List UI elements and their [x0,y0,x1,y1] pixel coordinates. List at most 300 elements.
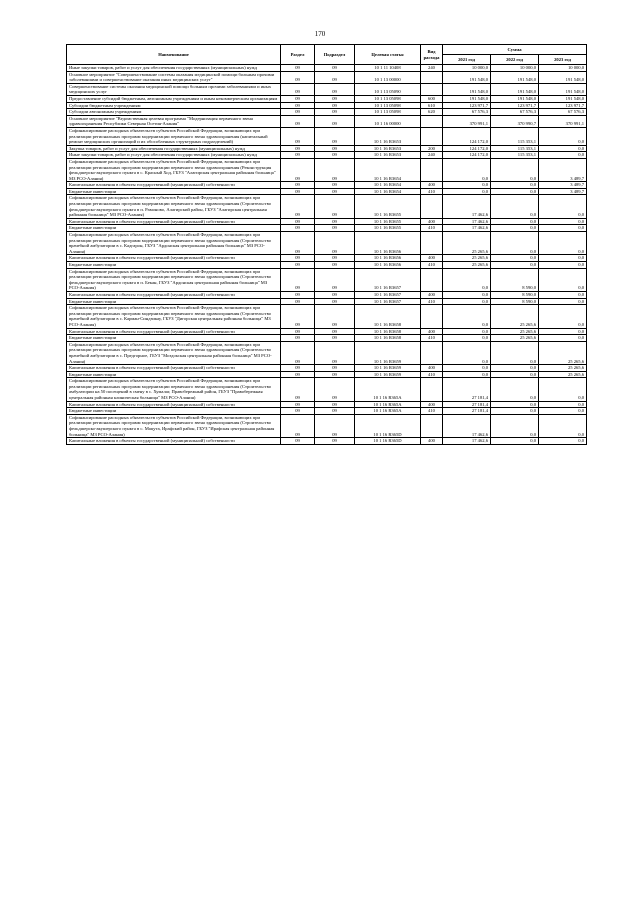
cell-2021: 191 548,0 [443,83,491,95]
cell-2021: 25 265,6 [443,255,491,262]
cell-target: 10 1 13 05098 [355,102,421,109]
cell-vid: 410 [421,262,443,269]
cell-2023: 3 489,7 [539,182,587,189]
cell-2023: 0,0 [539,262,587,269]
cell-name: Бюджетные инвестиции [67,188,281,195]
cell-podrazdel: 09 [315,102,355,109]
cell-vid: 410 [421,408,443,415]
cell-vid: 200 [421,145,443,152]
table-row [67,298,587,305]
cell-razdel: 09 [281,232,315,255]
cell-razdel: 09 [281,95,315,102]
cell-2023: 3 489,7 [539,188,587,195]
cell-target: 10 1 16 R365A [355,408,421,415]
cell-2022: 0,0 [491,365,539,372]
cell-name: Капитальные вложения в объекты государственной (муниципальной) собственности [67,365,281,372]
cell-2022: 0,0 [491,255,539,262]
cell-target: 10 1 16 R3658 [355,328,421,335]
cell-name: Закупка товаров, работ и услуг для обеспечения государственных (муниципальных) нужд [67,145,281,152]
cell-2023: 25 265,6 [539,371,587,378]
cell-2022: 0,0 [491,341,539,364]
table-row [67,145,587,152]
cell-2023: 0,0 [539,438,587,445]
cell-2023: 0,0 [539,127,587,145]
cell-2022: 0,0 [491,378,539,401]
cell-2023: 123 971,7 [539,102,587,109]
cell-razdel: 09 [281,65,315,72]
cell-2022: 25 265,6 [491,335,539,342]
header-podrazdel: Подраздел [315,45,355,65]
cell-vid: 610 [421,102,443,109]
cell-podrazdel: 09 [315,225,355,232]
cell-2021: 191 548,0 [443,95,491,102]
cell-name: Основное мероприятие "Совершенствование системы оказания медицинской помощи больным прочими заболеваниями и совершенствование оказания иных медицинских услуг" [67,71,281,83]
cell-target: 10 1 16 R365З [355,127,421,145]
cell-razdel: 09 [281,225,315,232]
cell-podrazdel: 09 [315,158,355,181]
cell-2023: 25 265,6 [539,341,587,364]
cell-podrazdel: 09 [315,305,355,328]
table-row [67,401,587,408]
cell-2023: 0,0 [539,414,587,437]
cell-2022: 0,0 [491,158,539,181]
table-row [67,71,587,83]
cell-razdel: 09 [281,305,315,328]
cell-razdel: 09 [281,83,315,95]
cell-2022: 10 000,0 [491,65,539,72]
cell-2022: 8 590,0 [491,268,539,291]
table-row [67,115,587,127]
table-row [67,305,587,328]
cell-2023: 10 000,0 [539,65,587,72]
cell-2022: 0,0 [491,232,539,255]
cell-name: Бюджетные инвестиции [67,335,281,342]
cell-name: Софинансирование расходных обязательств субъектов Российской Федерации, возникающих при реализации региональных программ модернизации первичного звена здравоохранения (Строительство фельдшерско-акушерского пункта в с. Мацута, Ирафский район, ГБУЗ "Ирафская центральная районная больница" МЗ РСО-Алания) [67,414,281,437]
cell-2021: 27 181,4 [443,378,491,401]
cell-razdel: 09 [281,145,315,152]
cell-razdel: 09 [281,188,315,195]
cell-target: 10 1 11 10408 [355,65,421,72]
cell-podrazdel: 09 [315,365,355,372]
cell-razdel: 09 [281,414,315,437]
header-year-2021: 2021 год [443,55,491,65]
cell-target: 10 1 13 05098 [355,95,421,102]
cell-target: 10 1 16 R365D [355,438,421,445]
table-row [67,408,587,415]
cell-target: 10 1 16 R3659 [355,341,421,364]
cell-2021: 17 462,6 [443,195,491,218]
cell-target: 10 1 16 R365D [355,414,421,437]
cell-2021: 0,0 [443,188,491,195]
cell-vid: 410 [421,298,443,305]
cell-2021: 191 548,0 [443,71,491,83]
cell-target: 10 1 16 R3658 [355,305,421,328]
cell-vid: 620 [421,109,443,116]
cell-2023: 0,0 [539,232,587,255]
cell-target: 10 1 16 R3654 [355,158,421,181]
cell-podrazdel: 09 [315,291,355,298]
cell-name: Капитальные вложения в объекты государственной (муниципальной) собственности [67,182,281,189]
table-row [67,328,587,335]
cell-2023: 0,0 [539,145,587,152]
cell-target: 10 1 16 R3657 [355,268,421,291]
cell-podrazdel: 09 [315,378,355,401]
cell-2022: 191 548,0 [491,83,539,95]
cell-vid: 400 [421,218,443,225]
cell-2023: 67 576,3 [539,109,587,116]
cell-name: Иные закупки товаров, работ и услуг для обеспечения государственных (муниципальных) нужд [67,65,281,72]
cell-razdel: 09 [281,365,315,372]
cell-2023: 0,0 [539,298,587,305]
cell-vid: 400 [421,328,443,335]
cell-name: Софинансирование расходных обязательств субъектов Российской Федерации, возникающих при реализации региональных программ модернизации первичного звена здравоохранения (Строительство врачебной амбулатории в с. Предгорное, ГБУЗ "Моздокская центральная районная больница" МЗ РСО-Алания) [67,341,281,364]
cell-vid: 410 [421,371,443,378]
cell-2021: 0,0 [443,371,491,378]
cell-2021: 10 000,0 [443,65,491,72]
table-row [67,414,587,437]
cell-razdel: 09 [281,109,315,116]
cell-2022: 0,0 [491,371,539,378]
cell-name: Софинансирование расходных обязательств субъектов Российской Федерации, возникающих при реализации региональных программ модернизации первичного звена здравоохранения (Строительство врачебной амбулатории в с. Карман-Синдзикау, ГБУЗ "Дигорская центральная районная больница" МЗ РСО-Алания) [67,305,281,328]
cell-podrazdel: 09 [315,127,355,145]
cell-vid: 240 [421,152,443,159]
cell-podrazdel: 09 [315,152,355,159]
cell-razdel: 09 [281,335,315,342]
cell-2022: 25 265,6 [491,305,539,328]
cell-vid: 410 [421,335,443,342]
cell-target: 10 1 16 R3655 [355,225,421,232]
cell-vid [421,71,443,83]
cell-2021: 17 462,6 [443,218,491,225]
cell-name: Бюджетные инвестиции [67,371,281,378]
cell-2021: 0,0 [443,335,491,342]
cell-vid: 400 [421,438,443,445]
table-row [67,152,587,159]
table-row [67,378,587,401]
cell-2021: 25 265,6 [443,232,491,255]
table-row [67,182,587,189]
cell-razdel: 09 [281,291,315,298]
cell-name: Субсидии бюджетным учреждениям [67,102,281,109]
cell-2023: 0,0 [539,305,587,328]
cell-2022: 0,0 [491,225,539,232]
table-row [67,371,587,378]
cell-2022: 123 971,7 [491,102,539,109]
cell-2022: 25 265,6 [491,328,539,335]
cell-target: 10 1 16 R3656 [355,262,421,269]
table-row [67,335,587,342]
cell-target: 10 1 16 R3654 [355,182,421,189]
cell-2022: 67 576,3 [491,109,539,116]
cell-2022: 191 548,0 [491,71,539,83]
cell-2021: 123 971,7 [443,102,491,109]
cell-name: Софинансирование расходных обязательств субъектов Российской Федерации, возникающих при реализации региональных программ модернизации первичного звена здравоохранения (Реконструкция фельдшерско-акушерского пункта в с. Красный Ход, ГБУЗ "Алагирская центральная районная больница" МЗ РСО-Алания) [67,158,281,181]
cell-2022: 0,0 [491,195,539,218]
cell-2021: 0,0 [443,341,491,364]
cell-vid [421,305,443,328]
cell-name: Предоставление субсидий бюджетным, автономным учреждениям и иным некоммерческим организациям [67,95,281,102]
cell-razdel: 09 [281,328,315,335]
cell-target: 10 1 16 R3658 [355,335,421,342]
table-row [67,438,587,445]
cell-podrazdel: 09 [315,195,355,218]
table-row [67,195,587,218]
cell-podrazdel: 09 [315,371,355,378]
cell-2022: 115 353,1 [491,152,539,159]
cell-vid [421,115,443,127]
table-row [67,102,587,109]
cell-vid: 410 [421,188,443,195]
cell-2023: 0,0 [539,408,587,415]
cell-name: Основное мероприятие "Ведомственная целевая программа "Модернизация первичного звена здравоохранения Республики Северная Осетия-Алания" [67,115,281,127]
table-row [67,127,587,145]
cell-2023: 191 548,0 [539,83,587,95]
header-razdel: Раздел [281,45,315,65]
cell-podrazdel: 09 [315,115,355,127]
cell-name: Капитальные вложения в объекты государственной (муниципальной) собственности [67,401,281,408]
cell-razdel: 09 [281,262,315,269]
cell-vid [421,341,443,364]
cell-vid: 400 [421,401,443,408]
cell-razdel: 09 [281,71,315,83]
cell-razdel: 09 [281,341,315,364]
table-body [67,65,587,445]
cell-name: Бюджетные инвестиции [67,408,281,415]
cell-2021: 17 462,6 [443,438,491,445]
cell-name: Бюджетные инвестиции [67,298,281,305]
cell-name: Софинансирование расходных обязательств субъектов Российской Федерации, возникающих при реализации региональных программ модернизации первичного звена здравоохранения (Строительство амбулатории на 50 посещений в смену в с. Хумалаг, Правобережный район, ГБУЗ "Правобережная центральная районная клиническая больница" МЗ РСО-Алания) [67,378,281,401]
cell-target: 10 1 16 R365З [355,152,421,159]
cell-podrazdel: 09 [315,328,355,335]
cell-2022: 8 590,0 [491,298,539,305]
cell-target: 10 1 16 R3656 [355,232,421,255]
cell-2021: 0,0 [443,268,491,291]
cell-target: 10 1 16 R3659 [355,365,421,372]
cell-name: Софинансирование расходных обязательств субъектов Российской Федерации, возникающих при реализации региональных программ модернизации первичного звена здравоохранения (Строительство фельдшерско-акушерского пункта в п. Рамоново, Алагирский район, ГБУЗ "Алагирская центральная районная больница" МЗ РСО-Алания) [67,195,281,218]
cell-2023: 0,0 [539,152,587,159]
cell-podrazdel: 09 [315,83,355,95]
cell-2022: 0,0 [491,414,539,437]
cell-razdel: 09 [281,182,315,189]
cell-vid [421,127,443,145]
cell-2021: 0,0 [443,365,491,372]
cell-2023: 0,0 [539,268,587,291]
cell-target: 10 1 16 R3655 [355,218,421,225]
cell-razdel: 09 [281,371,315,378]
table-row [67,232,587,255]
cell-vid: 600 [421,95,443,102]
cell-vid: 410 [421,225,443,232]
cell-vid: 400 [421,182,443,189]
table-row [67,268,587,291]
cell-podrazdel: 09 [315,182,355,189]
cell-2021: 124 172,0 [443,145,491,152]
cell-razdel: 09 [281,115,315,127]
cell-podrazdel: 09 [315,145,355,152]
cell-podrazdel: 09 [315,335,355,342]
cell-2021: 0,0 [443,298,491,305]
cell-2021: 370 991,1 [443,115,491,127]
cell-podrazdel: 09 [315,414,355,437]
cell-razdel: 09 [281,268,315,291]
cell-podrazdel: 09 [315,268,355,291]
cell-name: Капитальные вложения в объекты государственной (муниципальной) собственности [67,218,281,225]
cell-2022: 0,0 [491,401,539,408]
cell-2022: 115 353,1 [491,127,539,145]
cell-razdel: 09 [281,378,315,401]
page-number: 170 [314,30,326,38]
cell-2023: 0,0 [539,328,587,335]
cell-vid [421,378,443,401]
cell-target: 10 1 16 R3655 [355,195,421,218]
table-row [67,341,587,364]
cell-podrazdel: 09 [315,298,355,305]
cell-name: Бюджетные инвестиции [67,225,281,232]
cell-vid: 400 [421,255,443,262]
cell-name: Софинансирование расходных обязательств субъектов Российской Федерации, возникающих при реализации региональных программ модернизации первичного звена здравоохранения (Строительство врачебной амбулатории в с. Кадгарон, ГБУЗ "Ардонская центральная районная больница" МЗ РСО-Алания) [67,232,281,255]
cell-2022: 115 353,1 [491,145,539,152]
header-sum: Сумма [443,45,587,55]
cell-2021: 17 462,6 [443,225,491,232]
cell-2022: 8 590,0 [491,291,539,298]
cell-2022: 0,0 [491,408,539,415]
cell-razdel: 09 [281,255,315,262]
cell-name: Субсидии автономным учреждениям [67,109,281,116]
table-row [67,65,587,72]
budget-table [66,44,587,445]
cell-target: 10 1 16 R3654 [355,188,421,195]
table-row [67,109,587,116]
cell-2023: 25 265,6 [539,365,587,372]
cell-razdel: 09 [281,218,315,225]
cell-2022: 0,0 [491,218,539,225]
cell-target: 10 1 16 00000 [355,115,421,127]
header-name: Наименование [67,45,281,65]
cell-razdel: 09 [281,158,315,181]
cell-2023: 0,0 [539,335,587,342]
cell-2021: 0,0 [443,291,491,298]
cell-podrazdel: 09 [315,262,355,269]
cell-2023: 0,0 [539,378,587,401]
cell-podrazdel: 09 [315,65,355,72]
cell-vid [421,414,443,437]
cell-target: 10 1 13 00000 [355,71,421,83]
cell-vid: 400 [421,365,443,372]
cell-target: 10 1 16 R3657 [355,291,421,298]
cell-2021: 124 172,0 [443,127,491,145]
cell-name: Совершенствование системы оказания медицинской помощи больным прочими заболеваниями и иных медицинских услуг [67,83,281,95]
cell-vid: 400 [421,291,443,298]
cell-podrazdel: 09 [315,109,355,116]
cell-target: 10 1 16 R365A [355,378,421,401]
cell-2023: 370 991,1 [539,115,587,127]
cell-razdel: 09 [281,298,315,305]
cell-2022: 0,0 [491,182,539,189]
cell-2023: 191 548,0 [539,95,587,102]
cell-podrazdel: 09 [315,218,355,225]
cell-2021: 124 172,0 [443,152,491,159]
cell-razdel: 09 [281,401,315,408]
header-vid: Вид расхода [421,45,443,65]
cell-vid [421,195,443,218]
cell-podrazdel: 09 [315,188,355,195]
table-row [67,365,587,372]
cell-name: Иные закупки товаров, работ и услуг для обеспечения государственных (муниципальных) нужд [67,152,281,159]
cell-target: 10 1 16 R365A [355,401,421,408]
cell-podrazdel: 09 [315,255,355,262]
cell-2023: 0,0 [539,291,587,298]
table-row [67,83,587,95]
cell-2021: 0,0 [443,158,491,181]
cell-2022: 0,0 [491,438,539,445]
cell-name: Софинансирование расходных обязательств субъектов Российской Федерации, возникающих при реализации региональных программ модернизации первичного звена здравоохранения (Строительство фельдшерско-акушерского пункта в п. Бекан, ГБУЗ "Ардонская центральная районная больница" МЗ РСО-Алания) [67,268,281,291]
cell-2021: 0,0 [443,182,491,189]
cell-2021: 27 181,4 [443,401,491,408]
cell-2021: 25 265,6 [443,262,491,269]
cell-2021: 27 181,4 [443,408,491,415]
cell-podrazdel: 09 [315,232,355,255]
cell-vid [421,232,443,255]
cell-name: Капитальные вложения в объекты государственной (муниципальной) собственности [67,438,281,445]
cell-2023: 0,0 [539,255,587,262]
cell-podrazdel: 09 [315,95,355,102]
table-row [67,225,587,232]
cell-2021: 67 576,3 [443,109,491,116]
cell-2023: 191 548,0 [539,71,587,83]
table-row [67,255,587,262]
cell-podrazdel: 09 [315,401,355,408]
cell-razdel: 09 [281,127,315,145]
cell-target: 10 1 13 05098 [355,109,421,116]
cell-vid: 240 [421,65,443,72]
header-target: Целевая статья [355,45,421,65]
cell-2023: 0,0 [539,225,587,232]
cell-2021: 0,0 [443,305,491,328]
header-year-2022: 2022 год [491,55,539,65]
cell-2023: 0,0 [539,401,587,408]
cell-2023: 0,0 [539,218,587,225]
cell-vid [421,158,443,181]
cell-target: 10 1 13 05090 [355,83,421,95]
table-row [67,95,587,102]
cell-razdel: 09 [281,438,315,445]
cell-2022: 0,0 [491,262,539,269]
table-row [67,158,587,181]
cell-target: 10 1 16 R3659 [355,371,421,378]
table-row [67,291,587,298]
cell-target: 10 1 16 R3656 [355,255,421,262]
cell-razdel: 09 [281,408,315,415]
table-row [67,262,587,269]
cell-2021: 17 462,6 [443,414,491,437]
cell-podrazdel: 09 [315,408,355,415]
cell-podrazdel: 09 [315,438,355,445]
table-row [67,218,587,225]
cell-name: Капитальные вложения в объекты государственной (муниципальной) собственности [67,291,281,298]
cell-vid [421,268,443,291]
cell-target: 10 1 16 R3657 [355,298,421,305]
cell-2022: 370 990,7 [491,115,539,127]
cell-2023: 0,0 [539,195,587,218]
cell-name: Бюджетные инвестиции [67,262,281,269]
cell-name: Софинансирование расходных обязательств субъектов Российской Федерации, возникающих при реализации региональных программ модернизации первичного звена здравоохранения (капитальный ремонт медицинских организаций и их обособленных структурных подразделений) [67,127,281,145]
cell-vid [421,83,443,95]
cell-2023: 3 489,7 [539,158,587,181]
cell-razdel: 09 [281,195,315,218]
cell-target: 10 1 16 R365З [355,145,421,152]
table-row [67,188,587,195]
cell-podrazdel: 09 [315,341,355,364]
